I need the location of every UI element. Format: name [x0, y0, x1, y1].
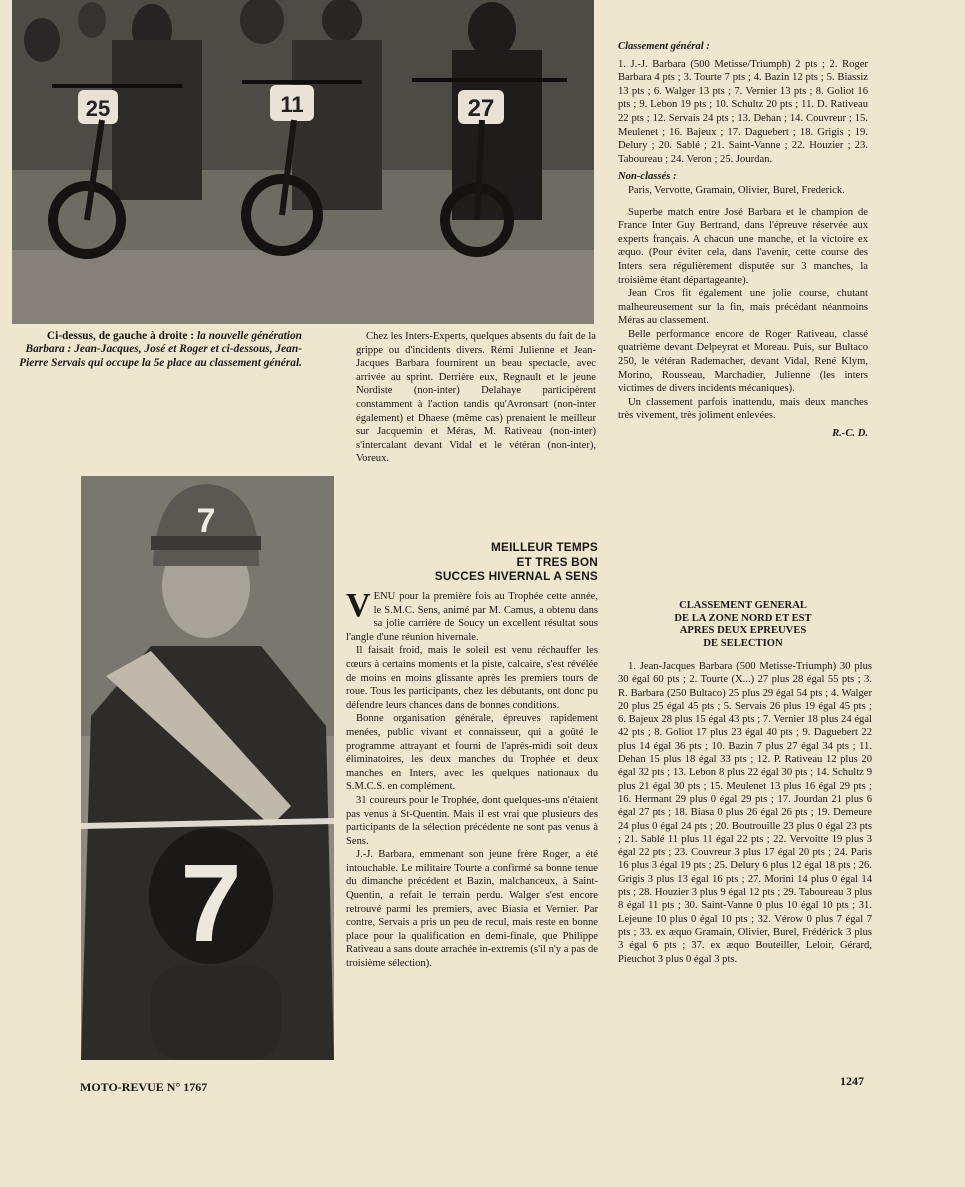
zone-title: CLASSEMENT GENERAL DE LA ZONE NORD ET EST APRES DEUX EPREUVES DE SELECTION [674, 600, 812, 649]
magazine-footer: MOTO-REVUE N° 1767 [80, 1080, 208, 1094]
plate-number-7: 7 [180, 842, 242, 965]
helmet-number: 7 [196, 502, 216, 540]
article-body [346, 587, 598, 971]
right-column [618, 40, 868, 441]
article-paragraph-4: 31 coureurs pour le Trophée, dont quelques-uns n'étaient pas venus à St-Quentin. Mais il est vrai que plusieurs des participants de la sélection précédente ne sont pas venus à Sens. [346, 794, 598, 847]
article-paragraph-2: Il faisait froid, mais le soleil est venu réchauffer les cœurs à certains moments et la piste, calcaire, s'est révélée de moins en moins glissante après les premiers tours de roue. Tous les participants, chez les débutants, ont donc pu défendre leurs chances dans de bonnes conditions. [346, 645, 598, 711]
signature: R.-C. D. [832, 428, 868, 440]
rider-illustration [81, 476, 334, 1060]
right-paragraph-2: Jean Cros fit également une jolie course, chutant malheureusement sur la fin, mais précédant néanmoins Méras au classement. [618, 288, 868, 327]
plate-number-2: 11 [280, 92, 304, 117]
photo-caption [14, 330, 302, 370]
caption-body: la nouvelle génération Barbara : Jean-Jacques, José et Roger et ci-dessous, Jean-Pierre Servais qui occupe la 5e place au classement général. [19, 330, 302, 369]
article-headline: MEILLEUR TEMPS ET TRES BON SUCCES HIVERNAL A SENS [434, 540, 598, 584]
riders-photo [12, 0, 594, 324]
classement-general-list: 1. J.-J. Barbara (500 Metisse/Triumph) 2 pts ; 2. Roger Barbara 4 pts ; 3. Tourte 7 pts ; 4. Bazin 12 pts ; 5. Biassiz 13 pts ; 6. Walger 13 pts ; 7. Vernier 13 pts ; 8. Goliot 16 pts ; 9. Lebon 19 pts ; 10. Schultz 20 pts ; 11. D. Rativeau 22 pts ; 12. Servais 24 pts ; 13. Dehan ; 14. Couvreur ; 15. Meulenet ; 16. Bajeux ; 17. Daguebert ; 18. Grigis ; 19. Delury ; 20. Sablé ; 21. Saint-Vanne ; 22. Houzier ; 23. Taboureau ; 24. Veron ; 25. Jourdan. [618, 58, 868, 165]
article-paragraph-3: Bonne organisation générale, épreuves rapidement menées, public vivant et connaisseur, qui a goûté le programme attrayant et fourni de l'après-midi soit deux éliminatoires, les deux manches du Trophée et deux manches en Inters, avec les quelques nationaux du S.M.C.S. en complément. [346, 713, 598, 793]
riders-illustration [12, 0, 594, 324]
servais-photo [81, 476, 334, 1060]
article-paragraph-5: J.-J. Barbara, emmenant son jeune frère Roger, a été intouchable. Le militaire Tourte a confirmé sa bonne tenue du dimanche précédent et Bazin, malchanceux, à Saint-Quentin, a refait le terrain perdu. Walger s'est encore retrouvé parmi les premiers, avec Biasia et Vernier. Par contre, Servais a pris un peu de recul, mais reste en bonne place pour la qualification en demi-finale, que Philippe Rativeau a sans doute arrachée in-extremis (s'il n'y a pas de troisième sélection). [346, 849, 598, 970]
inters-experts-paragraph: Chez les Inters-Experts, quelques absents du fait de la grippe ou d'incidents divers. Rémi Julienne et Jean-Jacques Barbara fournirent un beau spectacle, avec arrivée au sprint. Derrière eux, Regnault et le jeune Nordiste (non-inter) Delahaye participèrent constamment à l'action tandis qu'Avronsart (non-inter également) et Dhaese (même cas) prenaient le meilleur sur Jacquemin et Méras, M. Rativeau (non-inter) s'intercalant devant Vidal et le vétéran (non-inter), Voreux. [356, 331, 596, 465]
caption-lead: Ci-dessus, de gauche à droite : [46, 330, 195, 342]
classement-general-title: Classement général : [618, 41, 710, 52]
right-paragraph-4: Un classement parfois inattendu, mais deux manches très vivement, très joliment enlevées. [618, 396, 868, 422]
zone-classement-list: 1. Jean-Jacques Barbara (500 Metisse-Triumph) 30 plus 30 égal 60 pts ; 2. Tourte (X...) 27 plus 28 égal 55 pts ; 3. R. Barbara (250 Bultaco) 25 plus 29 égal 54 pts ; 4. Walger 20 plus 25 égal 45 pts ; 5. Servais 26 plus 19 égal 45 pts ; 6. Bajeux 28 plus 15 égal 43 pts ; 7. Vernier 18 plus 24 égal 42 pts ; 8. Goliot 17 plus 23 égal 40 pts ; 9. Daguebert 22 plus 14 égal 36 pts ; 10. Bazin 7 plus 27 égal 34 pts ; 11. Dehan 15 plus 18 égal 33 pts ; 12. P. Rativeau 12 plus 20 égal 32 pts ; 13. Lebon 8 plus 22 égal 30 pts ; 14. Schultz 9 plus 21 égal 30 pts ; 15. Meulenet 13 plus 16 égal 29 pts ; 16. Hermant 29 plus 0 égal 29 pts ; 17. Jourdan 21 plus 6 égal 27 pts ; 18. Biasa 0 plus 26 égal 26 pts ; 19. Demeure 24 plus 0 égal 24 pts ; 20. Boutrouille 23 plus 0 égal 23 pts ; 21. Sablé 11 plus 11 égal 22 pts ; 22. Vervoitte 19 plus 3 égal 22 pts ; 23. Couvreur 3 plus 17 égal 20 pts ; 24. Paris 16 plus 3 égal 19 pts ; 25. Delury 6 plus 12 égal 18 pts ; 26. Grigis 3 plus 13 égal 16 pts ; 27. Morini 14 plus 0 égal 14 pts ; 28. Houzier 3 plus 9 égal 12 pts ; 29. Taboureau 3 plus 8 égal 11 pts ; 30. Saint-Vanne 0 plus 10 égal 10 pts ; 31. Lejeune 10 plus 0 égal 10 pts ; 32. Vérow 0 plus 7 égal 7 pts ; 33. ex æquo Gramain, Olivier, Burel, Frédérick 3 plus 3 égal 6 pts ; 37. ex æquo Bouteiller, Leloir, Gérard, Pieuchot 3 plus 0 égal 3 pts. [618, 661, 872, 965]
right-paragraph-1: Superbe match entre José Barbara et le champion de France Inter Guy Bertrand, dans l'épreuve réservée aux experts français. A chacun une manche, et la victoire ex æquo. (Pour éviter cela, dans l'avenir, cette course des Inters sera régulièrement disputée sur 3 manches, la troisième étant départageante). [618, 206, 868, 286]
non-classes-list: Paris, Vervotte, Gramain, Olivier, Burel, Frederick. [628, 184, 845, 196]
plate-number-3: 27 [467, 95, 495, 122]
plate-number-1: 25 [85, 96, 111, 121]
non-classes-title: Non-classés : [618, 171, 677, 183]
article-paragraph-1: VENU pour la première fois au Trophée cette année, le S.M.C. Sens, animé par M. Camus, a obtenu dans sa jolie carrière de Soucy un excellent résultat sous l'angle d'une réunion hivernale. [346, 587, 598, 643]
right-paragraph-3: Belle performance encore de Roger Rativeau, classé quatrième devant Delpeyrat et Moreau. Puis, sur Bultaco 250, le vétéran Rademacher, devant Vidal, René Klym, Morino, Rousseau, Marchadier, Julienne (les inters victimes de divers incidents mécaniques). [618, 328, 868, 395]
page-number: 1247 [840, 1074, 864, 1088]
